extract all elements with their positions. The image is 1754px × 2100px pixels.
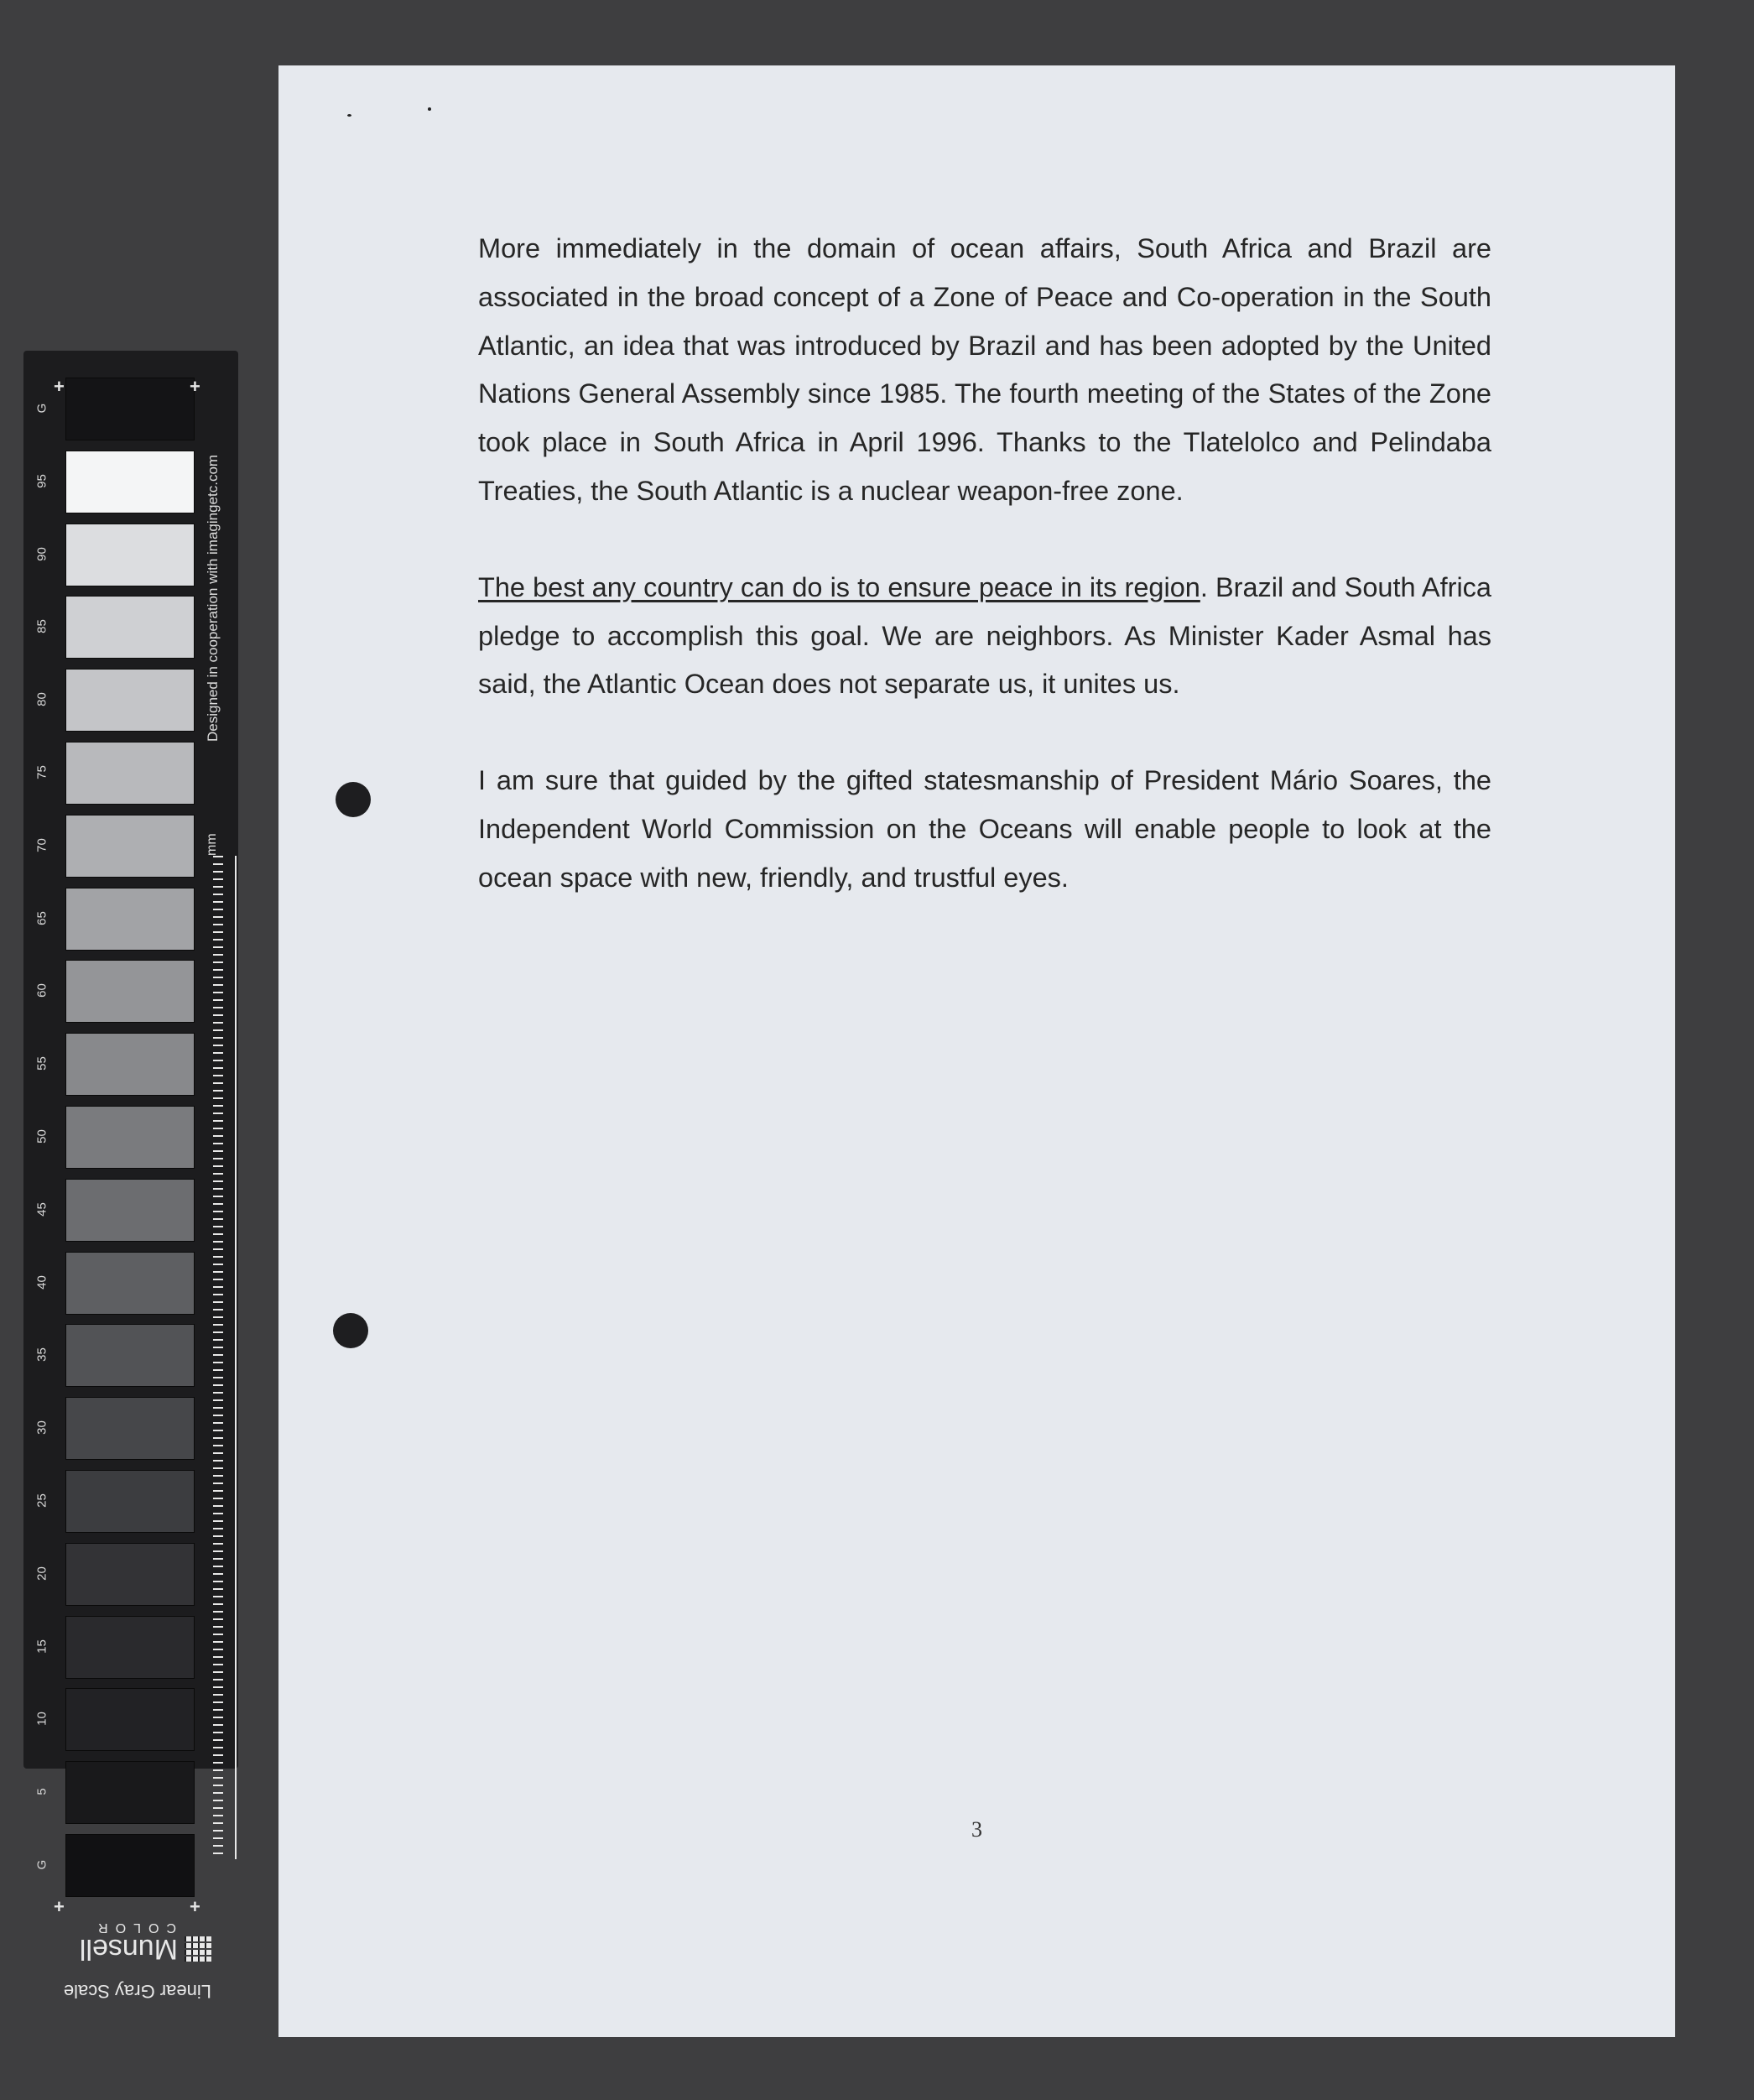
gray-patch (65, 524, 195, 586)
gray-scale-label: 45 (34, 1201, 49, 1217)
body-text (478, 225, 1491, 951)
punch-hole (336, 782, 371, 817)
gray-patch (65, 596, 195, 659)
ruler-unit: mm (205, 833, 219, 856)
gray-patch (65, 960, 195, 1023)
gray-scale-label: 10 (34, 1712, 49, 1727)
gray-scale-label: G (34, 403, 49, 414)
munsell-logo-icon (185, 1935, 211, 1962)
registration-mark-icon: + (190, 1896, 200, 1917)
gray-patch (65, 1616, 195, 1679)
gray-patch (65, 378, 195, 440)
gray-patch (65, 1688, 195, 1751)
gray-scale-label: 65 (34, 910, 49, 925)
gray-patch (65, 1397, 195, 1460)
gray-scale-label: 80 (34, 692, 49, 707)
paragraph-2-rest: . Brazil and South Africa pledge to accomplish this goal. We are neighbors. As Minister Kader Asmal has said, the Atlantic Ocean does not separate us, it unites us. (478, 571, 1491, 700)
gray-patch (65, 1761, 195, 1824)
gray-scale-label: 90 (34, 546, 49, 561)
registration-mark-icon: + (190, 376, 200, 397)
gray-patch (65, 742, 195, 805)
gray-scale-label: 25 (34, 1493, 49, 1508)
registration-mark-icon: + (54, 376, 65, 397)
brand-sub: COLOR (91, 1920, 176, 1935)
ruler-edge (235, 856, 237, 1859)
gray-patch (65, 669, 195, 732)
gray-scale-label: G (34, 1859, 49, 1870)
scale-title: Linear Gray Scale (63, 1981, 211, 2002)
gray-patch (65, 1324, 195, 1387)
gray-scale-label: 30 (34, 1420, 49, 1436)
gray-patch (65, 451, 195, 513)
gray-scale-label: 40 (34, 1274, 49, 1290)
gray-patch (65, 888, 195, 951)
gray-scale-label: 5 (34, 1788, 49, 1795)
underlined-statement: The best any country can do is to ensure peace in its region (478, 571, 1200, 602)
paragraph-3: I am sure that guided by the gifted statesmanship of President Mário Soares, the Independent World Commission on the Oceans will enable people to look at the ocean space with new, friendly, and trustful eyes. (478, 765, 1491, 893)
gray-patch (65, 815, 195, 878)
gray-scale-label: 95 (34, 473, 49, 488)
gray-scale-label: 50 (34, 1129, 49, 1144)
gray-scale-label: 75 (34, 765, 49, 779)
dust-speck (347, 114, 351, 117)
paragraph-2 (478, 564, 1491, 709)
gray-patch (65, 1106, 195, 1169)
gray-patch (65, 1834, 195, 1897)
gray-patch (65, 1470, 195, 1533)
paragraph-1: More immediately in the domain of ocean affairs, South Africa and Brazil are associated in the broad concept of a Zone of Peace and Co-operation in the South Atlantic, an idea that was introduced by Brazil and has been adopted by the United Nations General Assembly since 1985. The fourth meeting of the States of the Zone took place in South Africa in April 1996. Thanks to the Tlatelolco and Pelindaba Treaties, the South Atlantic is a nuclear weapon-free zone. (478, 233, 1491, 506)
ruler (213, 856, 235, 1859)
gray-scale-label: 70 (34, 837, 49, 852)
registration-mark-icon: + (54, 1896, 65, 1917)
gray-patch (65, 1543, 195, 1606)
gray-scale-label: 15 (34, 1639, 49, 1654)
gray-patch (65, 1252, 195, 1315)
page-number: 3 (971, 1817, 982, 1842)
gray-patch (65, 1179, 195, 1242)
gray-scale-label: 35 (34, 1347, 49, 1363)
gray-scale-label: 85 (34, 619, 49, 634)
gray-scale-label: 20 (34, 1566, 49, 1581)
munsell-brand (55, 1921, 223, 2005)
punch-hole (333, 1313, 368, 1348)
gray-scale-label: 55 (34, 1056, 49, 1071)
dust-speck (428, 107, 431, 111)
gray-patch (65, 1033, 195, 1096)
document-page (278, 65, 1675, 2037)
scale-credit: Designed in cooperation with imagingetc.com (205, 454, 221, 742)
gray-scale-label: 60 (34, 983, 49, 998)
brand-name: Munsell (79, 1933, 178, 1965)
